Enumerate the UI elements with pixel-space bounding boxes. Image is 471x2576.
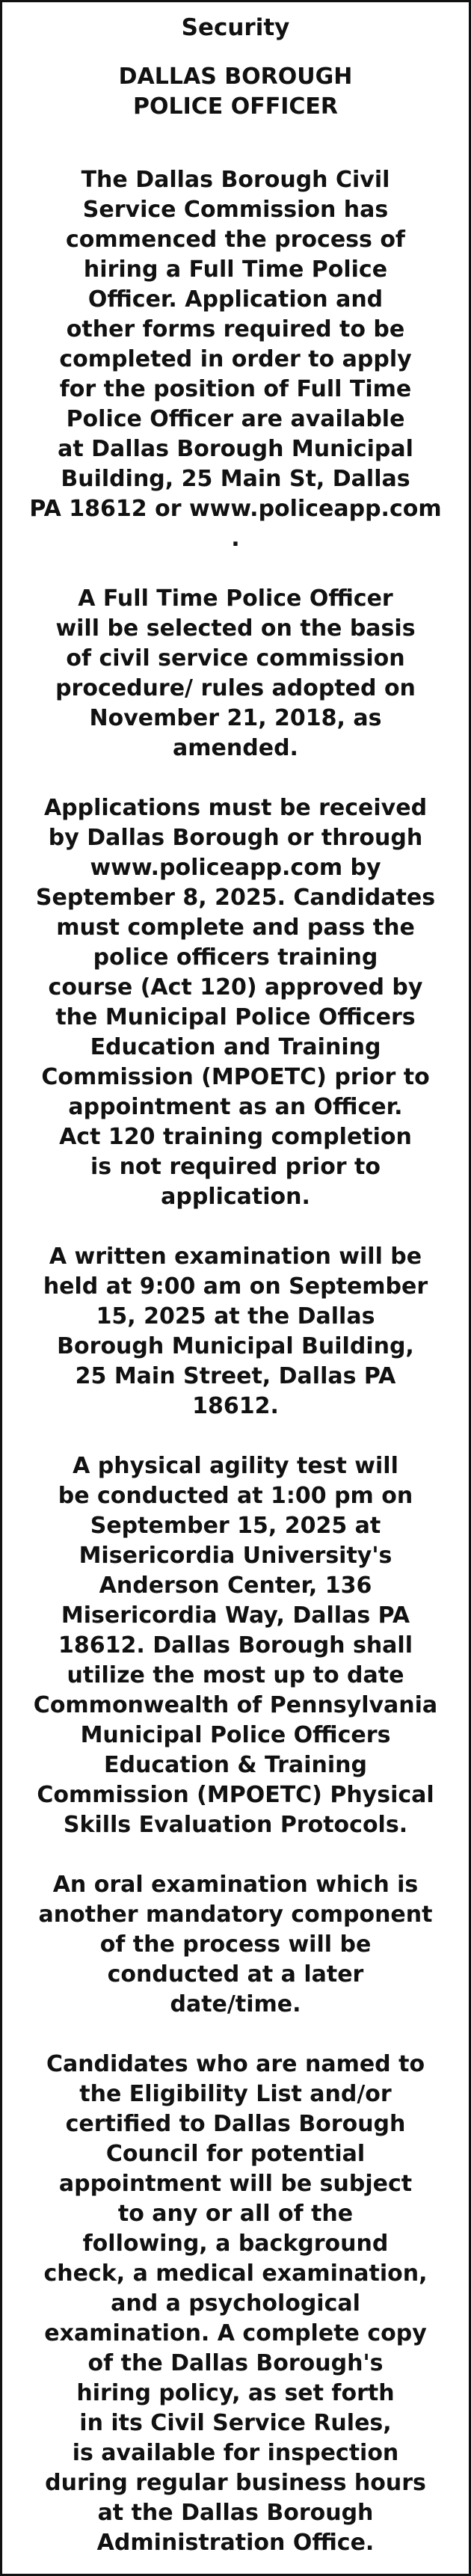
ad-paragraph-line: of civil service commission xyxy=(66,645,405,671)
ad-paragraph-line: . xyxy=(231,526,240,552)
ad-paragraph-line: amended. xyxy=(173,735,298,761)
ad-paragraph-line: Council for potential xyxy=(105,2141,366,2167)
ad-paragraph xyxy=(29,793,442,1212)
ad-paragraph-line: Skills Evaluation Protocols. xyxy=(63,1812,408,1838)
ad-paragraph-line: Misericordia Way, Dallas PA xyxy=(61,1602,410,1629)
ad-paragraph-line: appointment will be subject xyxy=(58,2171,413,2197)
ad-paragraph-line: PA 18612 or www.policeapp.com xyxy=(29,496,442,522)
ad-paragraph-line: Applications must be received xyxy=(43,795,428,821)
ad-paragraph-line: course (Act 120) approved by xyxy=(48,974,423,1000)
ad-paragraph-line: of the process will be xyxy=(99,1931,372,1958)
ad-paragraph-line: The Dallas Borough Civil xyxy=(81,167,390,193)
ad-paragraph-line: for the position of Full Time xyxy=(59,376,412,402)
ad-paragraph-line: is available for inspection xyxy=(72,2440,399,2466)
ad-category: Security xyxy=(181,14,290,41)
ad-paragraph-line: Education and Training xyxy=(90,1034,381,1060)
ad-paragraph-line: www.policeapp.com by xyxy=(90,855,381,881)
ad-paragraph-line: September 15, 2025 at xyxy=(90,1513,381,1539)
ad-paragraph-line: at the Dallas Borough xyxy=(97,2500,374,2526)
ad-paragraph-line: 25 Main Street, Dallas PA xyxy=(75,1363,396,1389)
ad-paragraph-line: Commonwealth of Pennsylvania xyxy=(33,1692,438,1718)
ad-paragraph-line: held at 9:00 am on September xyxy=(43,1273,428,1300)
ad-paragraph-line: is not required prior to xyxy=(90,1154,381,1180)
ad-paragraph-line: hiring a Full Time Police xyxy=(83,256,388,283)
ad-paragraph-line: Commission (MPOETC) prior to xyxy=(41,1064,430,1090)
ad-paragraph-line: conducted at a later xyxy=(107,1961,364,1988)
ad-paragraph-line: Anderson Center, 136 xyxy=(99,1573,372,1599)
ad-paragraph-line: utilize the most up to date xyxy=(67,1662,404,1688)
ad-paragraph-line: Commission (MPOETC) Physical xyxy=(37,1782,434,1808)
ad-paragraphs xyxy=(29,165,442,2558)
ad-title-line: DALLAS BOROUGH xyxy=(118,64,353,90)
ad-paragraph xyxy=(29,1242,442,1421)
ad-paragraph-line: completed in order to apply xyxy=(59,346,412,372)
ad-paragraph-line: hiring policy, as set forth xyxy=(76,2380,395,2406)
ad-paragraph-line: A written examination will be xyxy=(49,1244,422,1270)
ad-paragraph-line: following, a background xyxy=(82,2231,389,2257)
ad-paragraph-line: other forms required to be xyxy=(66,316,405,342)
ad-paragraph-line: check, a medical examination, xyxy=(43,2260,428,2287)
ad-paragraph-line: Police Officer are available xyxy=(66,406,405,432)
ad-paragraph-line: September 8, 2025. Candidates xyxy=(35,885,436,911)
ad-paragraph-line: Borough Municipal Building, xyxy=(57,1333,414,1359)
ad-paragraph-line: Misericordia University's xyxy=(78,1543,392,1569)
ad-paragraph-line: Municipal Police Officers xyxy=(80,1722,391,1748)
ad-paragraph-line: in its Civil Service Rules, xyxy=(79,2410,392,2436)
ad-paragraph-line: by Dallas Borough or through xyxy=(48,825,423,851)
ad-paragraph-line: 18612. xyxy=(192,1393,279,1419)
ad-title-line: POLICE OFFICER xyxy=(133,93,338,120)
ad-paragraph-line: appointment as an Officer. xyxy=(68,1094,403,1120)
ad-paragraph xyxy=(29,1451,442,1840)
ad-paragraph-line: Building, 25 Main St, Dallas xyxy=(61,466,410,492)
ad-paragraph-line: Service Commission has xyxy=(82,197,389,223)
ad-paragraph-line: of the Dallas Borough's xyxy=(87,2350,384,2376)
ad-paragraph-line: commenced the process of xyxy=(66,227,405,253)
ad-paragraph xyxy=(29,1870,442,2020)
ad-paragraph-line: Administration Office. xyxy=(96,2530,375,2556)
ad-paragraph-line: be conducted at 1:00 pm on xyxy=(58,1483,413,1509)
ad-paragraph-line: 18612. Dallas Borough shall xyxy=(58,1632,413,1659)
ad-paragraph-line: at Dallas Borough Municipal xyxy=(58,436,413,462)
ad-paragraph-line: November 21, 2018, as xyxy=(89,705,382,731)
ad-paragraph-line: and a psychological xyxy=(111,2290,360,2317)
ad-paragraph-line: must complete and pass the xyxy=(56,914,415,941)
ad-paragraph-line: Education & Training xyxy=(104,1752,367,1778)
ad-paragraph xyxy=(29,165,442,554)
ad-paragraph-line: the Eligibility List and/or xyxy=(79,2081,392,2107)
ad-paragraph-line: 15, 2025 at the Dallas xyxy=(96,1303,375,1330)
ad-paragraph-line: Act 120 training completion xyxy=(59,1124,412,1150)
ad-paragraph-line: Officer. Application and xyxy=(87,286,384,313)
ad-paragraph-line: certified to Dallas Borough xyxy=(65,2111,406,2137)
ad-paragraph-line: examination. A complete copy xyxy=(44,2320,427,2346)
ad-paragraph-line: will be selected on the basis xyxy=(55,615,416,642)
ad-paragraph-line: A physical agility test will xyxy=(73,1453,398,1479)
ad-title xyxy=(29,62,442,122)
ad-paragraph-line: another mandatory component xyxy=(38,1902,433,1928)
ad-paragraph-line: date/time. xyxy=(170,1991,301,2017)
ad-paragraph xyxy=(29,2050,442,2558)
ad-paragraph-line: police officers training xyxy=(93,944,378,971)
ad-paragraph-line: A Full Time Police Officer xyxy=(78,585,393,612)
ad-paragraph-line: to any or all of the xyxy=(117,2201,354,2227)
ad-body xyxy=(29,13,442,2576)
ad-paragraph-line: during regular business hours xyxy=(45,2470,426,2496)
ad-paragraph xyxy=(29,584,442,763)
ad-paragraph-line: application. xyxy=(161,1184,310,1210)
ad-paragraph-line: the Municipal Police Officers xyxy=(55,1004,416,1030)
ad-paragraph-line: Candidates who are named to xyxy=(46,2051,425,2077)
ad-paragraph-line: An oral examination which is xyxy=(52,1872,419,1898)
ad-paragraph-line: procedure/ rules adopted on xyxy=(55,675,416,701)
